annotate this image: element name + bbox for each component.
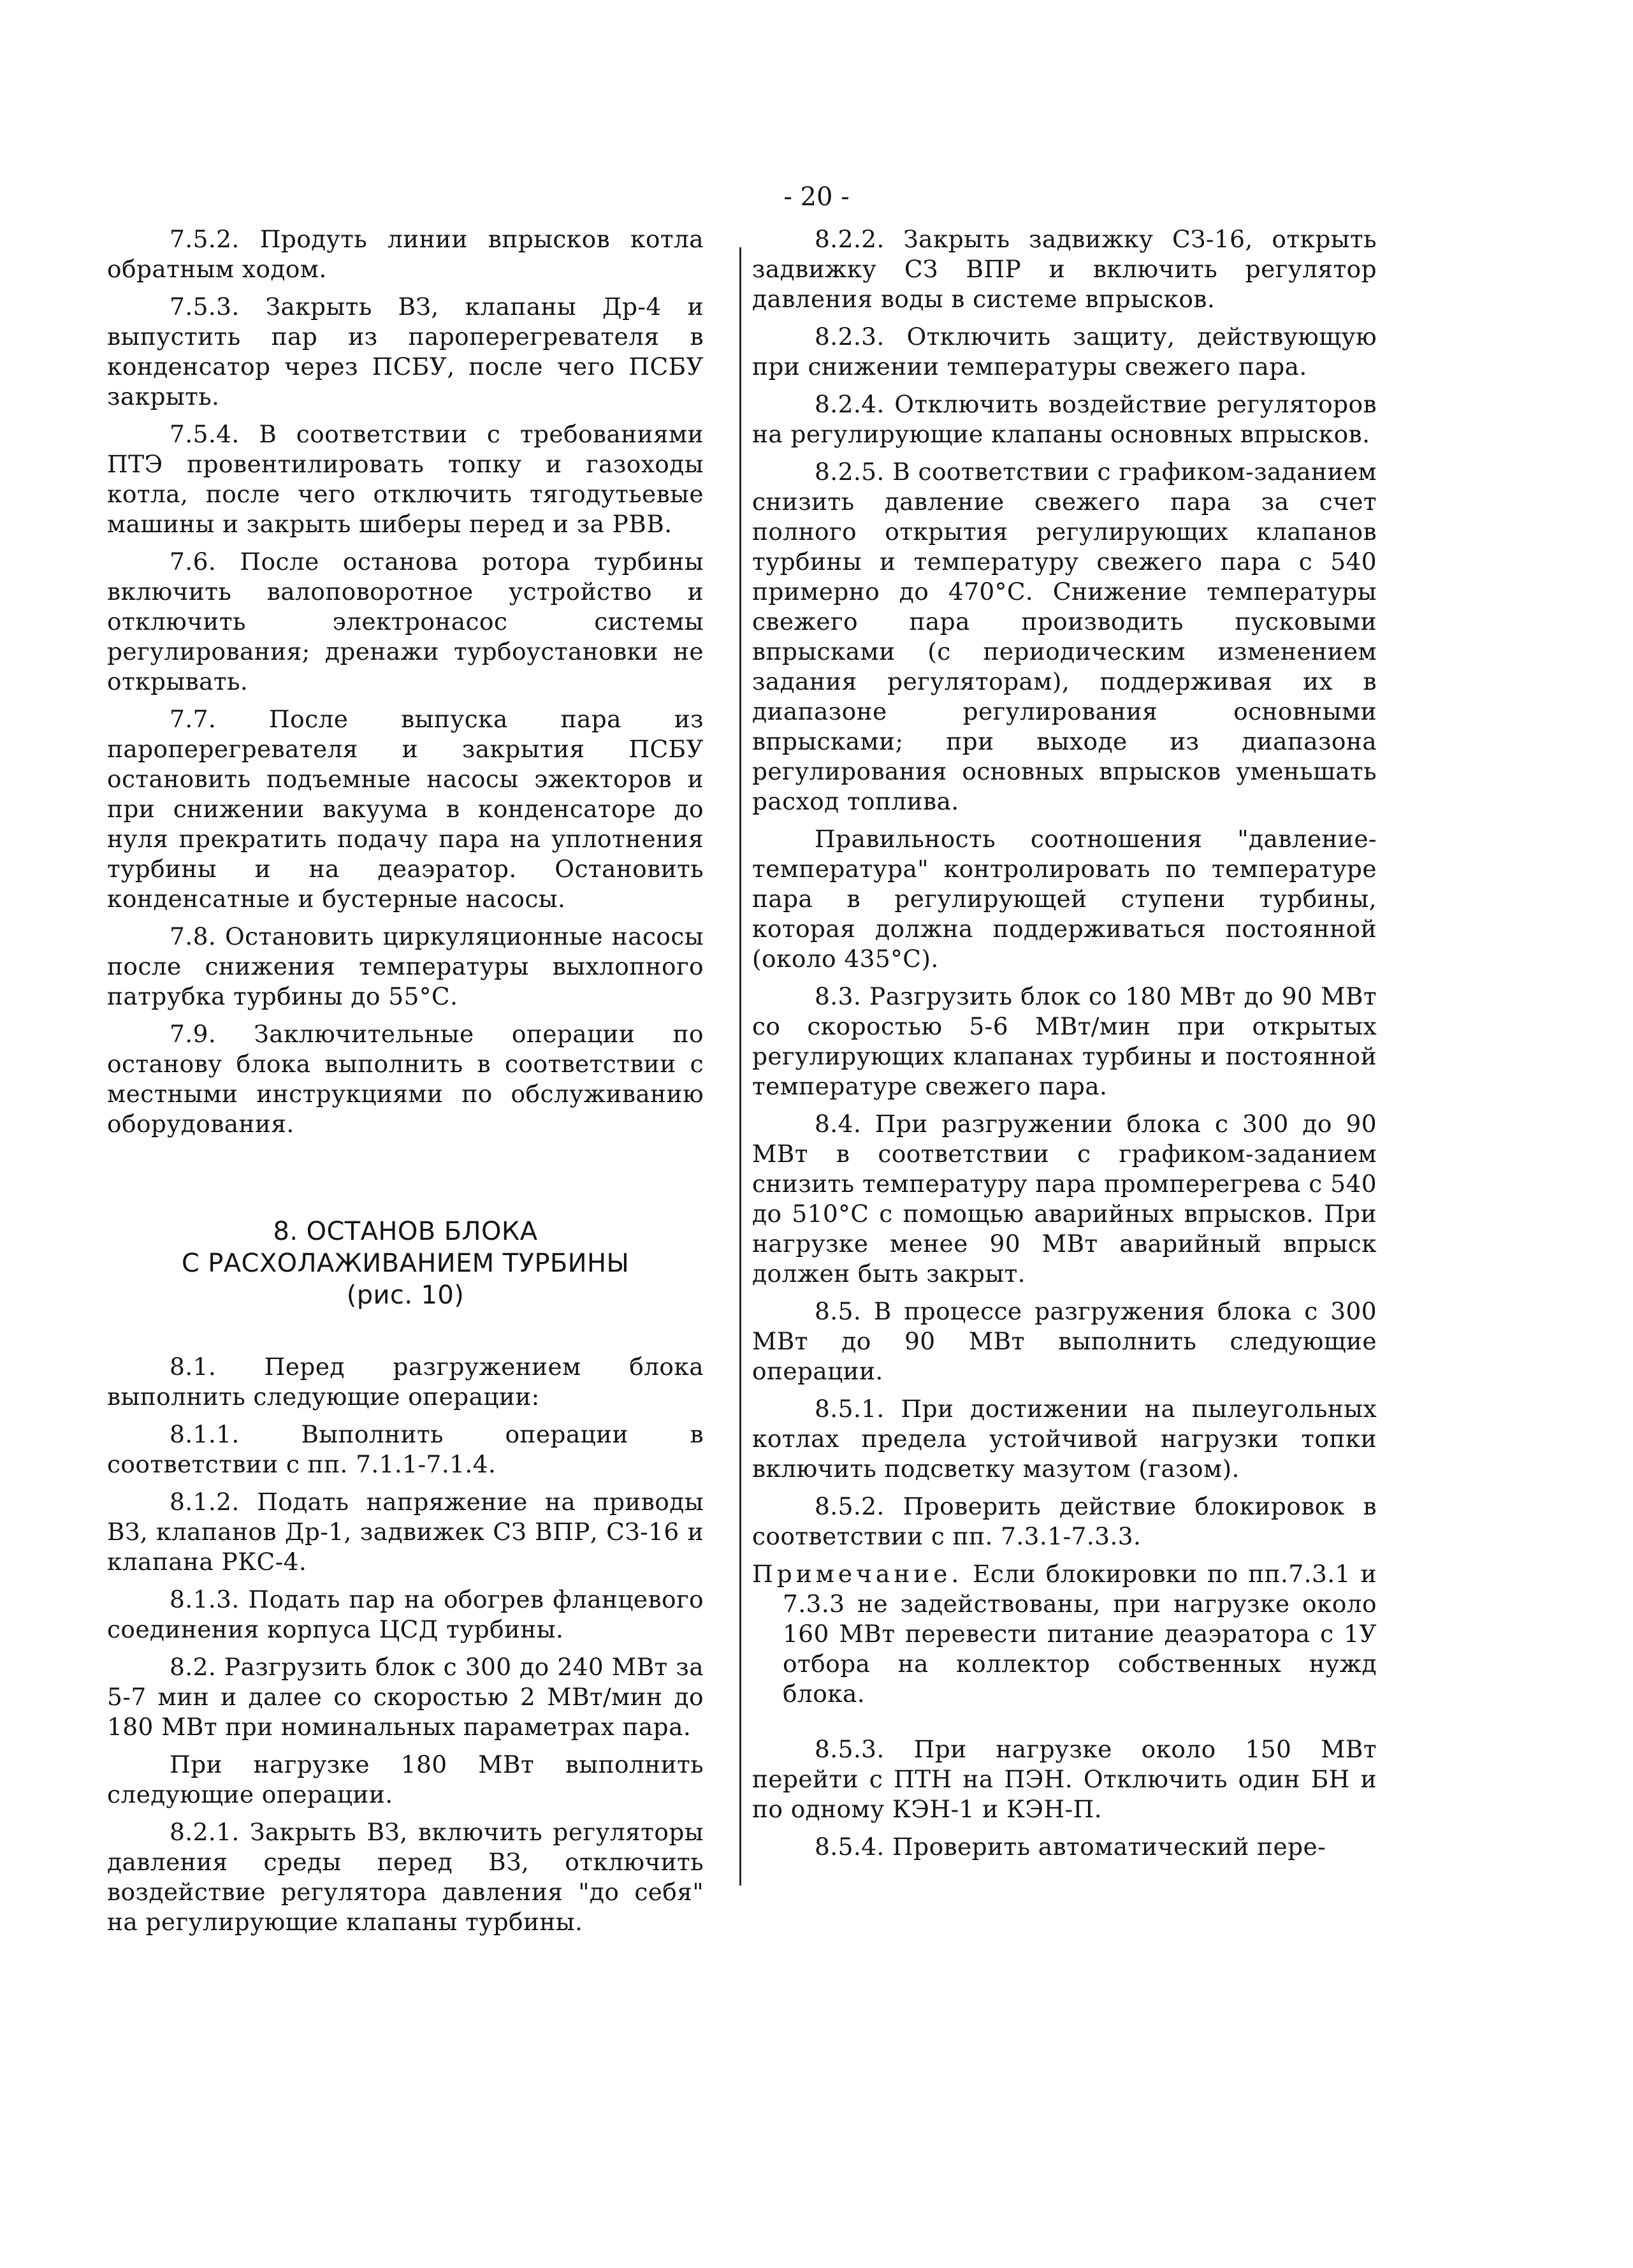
note-label: Примечание. <box>752 1560 963 1588</box>
paragraph-8-1-3: 8.1.3. Подать пар на обогрев фланцевого соединения корпуса ЦСД турбины. <box>107 1585 704 1643</box>
paragraph-8-4: 8.4. При разгружении блока с 300 до 90 МВт в соответствии с графиком-заданием снизить температуру пара промперегрева с 540 до 510°С с помощью аварийных впрысков. При нагрузке менее 90 МВт аварийный впрыск должен быть закрыт. <box>752 1110 1377 1288</box>
paragraph-180-mw: При нагрузке 180 МВт выполнить следующие операции. <box>107 1750 704 1808</box>
paragraph-7-6: 7.6. После останова ротора турбины включить валоповоротное устройство и отключить электронасос системы регулирования; дренажи турбоустановки не открывать. <box>107 548 704 695</box>
paragraph-8-5-2: 8.5.2. Проверить действие блокировок в соответствии с пп. 7.3.1-7.3.3. <box>752 1492 1377 1550</box>
section-heading <box>107 1216 704 1311</box>
paragraph-8-5-4: 8.5.4. Проверить автоматический пере- <box>815 1833 1326 1861</box>
paragraph-8-1: 8.1. Перед разгружением блока выполнить следующие операции: <box>107 1353 704 1411</box>
paragraph-7-5-2: 7.5.2. Продуть линии впрысков котла обратным ходом. <box>107 225 704 283</box>
right-column <box>752 224 1377 1870</box>
paragraph-8-2-1: 8.2.1. Закрыть ВЗ, включить регуляторы давления среды перед ВЗ, отключить воздействие регулятора давления "до себя" на регулирующие клапаны турбины. <box>107 1818 704 1936</box>
paragraph-pressure-temperature: Правильность соотношения "давление-температура" контролировать по температуре пара в регулирующей ступени турбины, которая должна поддерживаться постоянной (около 435°С). <box>752 825 1377 973</box>
note-text: Если блокировки по пп.7.3.1 и 7.3.3 не задействованы, при нагрузке около 160 МВт перевести питание деаэратора с 1У отбора на коллектор собственных нужд блока. <box>783 1560 1377 1708</box>
section-heading-line1: 8. ОСТАНОВ БЛОКА <box>273 1217 538 1246</box>
section-heading-line2: С РАСХОЛАЖИВАНИЕМ ТУРБИНЫ <box>181 1249 630 1278</box>
paragraph-8-2: 8.2. Разгрузить блок с 300 до 240 МВт за 5-7 мин и далее со скоростью 2 МВт/мин до 180 МВт при номинальных параметрах пара. <box>107 1653 704 1741</box>
paragraph-7-5-3: 7.5.3. Закрыть ВЗ, клапаны Др-4 и выпустить пар из пароперегревателя в конденсатор через ПСБУ, после чего ПСБУ закрыть. <box>107 293 704 411</box>
paragraph-8-1-1: 8.1.1. Выполнить операции в соответствии с пп. 7.1.1-7.1.4. <box>107 1420 704 1478</box>
paragraph-8-2-4: 8.2.4. Отключить воздействие регуляторов на регулирующие клапаны основных впрысков. <box>752 390 1377 448</box>
paragraph-8-1-2: 8.1.2. Подать напряжение на приводы ВЗ, клапанов Др-1, задвижек СЗ ВПР, СЗ-16 и клапана РКС-4. <box>107 1488 704 1576</box>
paragraph-7-8: 7.8. Остановить циркуляционные насосы после снижения температуры выхлопного патрубка турбины до 55°С. <box>107 922 704 1010</box>
paragraph-8-2-5: 8.2.5. В соответствии с графиком-заданием снизить давление свежего пара за счет полного открытия регулирующих клапанов турбины и температуру свежего пара с 540 примерно до 470°С. Снижение температуры свежего пара производить пусковыми впрысками (с периодическим изменением задания регуляторам), поддерживая их в диапазоне регулирования основными впрысками; при выходе из диапазона регулирования основных впрысков уменьшать расход топлива. <box>752 458 1377 815</box>
paragraph-8-2-2: 8.2.2. Закрыть задвижку СЗ-16, открыть задвижку СЗ ВПР и включить регулятор давления воды в системе впрысков. <box>752 225 1377 313</box>
paragraph-8-2-3: 8.2.3. Отключить защиту, действующую при снижении температуры свежего пара. <box>752 323 1377 381</box>
paragraph-7-9: 7.9. Заключительные операции по останову блока выполнить в соответствии с местными инструкциями по обслуживанию оборудования. <box>107 1020 704 1138</box>
column-divider <box>739 247 741 1886</box>
note-block <box>752 1559 1377 1709</box>
paragraph-7-5-4: 7.5.4. В соответствии с требованиями ПТЭ провентилировать топку и газоходы котла, после чего отключить тягодутьевые машины и закрыть шиберы перед и за РВВ. <box>107 420 704 538</box>
paragraph-8-5-1: 8.5.1. При достижении на пылеугольных котлах предела устойчивой нагрузки топки включить подсветку мазутом (газом). <box>752 1395 1377 1483</box>
page-number: - 20 - <box>783 182 850 212</box>
spacer <box>752 1717 1377 1734</box>
section-heading-line3: (рис. 10) <box>346 1281 465 1310</box>
paragraph-8-5-3: 8.5.3. При нагрузке около 150 МВт перейти с ПТН на ПЭН. Отключить один БН и по одному КЭН-1 и КЭН-П. <box>752 1735 1377 1823</box>
paragraph-8-3: 8.3. Разгрузить блок со 180 МВт до 90 МВт со скоростью 5-6 МВт/мин при открытых регулирующих клапанах турбины и постоянной температуре свежего пара. <box>752 982 1377 1100</box>
left-column <box>107 224 704 1945</box>
paragraph-7-7: 7.7. После выпуска пара из пароперегревателя и закрытия ПСБУ остановить подъемные насосы эжекторов и при снижении вакуума в конденсаторе до нуля прекратить подачу пара на уплотнения турбины и на деаэратор. Остановить конденсатные и бустерные насосы. <box>107 705 704 913</box>
paragraph-8-5: 8.5. В процессе разгружения блока с 300 МВт до 90 МВт выполнить следующие операции. <box>752 1297 1377 1385</box>
